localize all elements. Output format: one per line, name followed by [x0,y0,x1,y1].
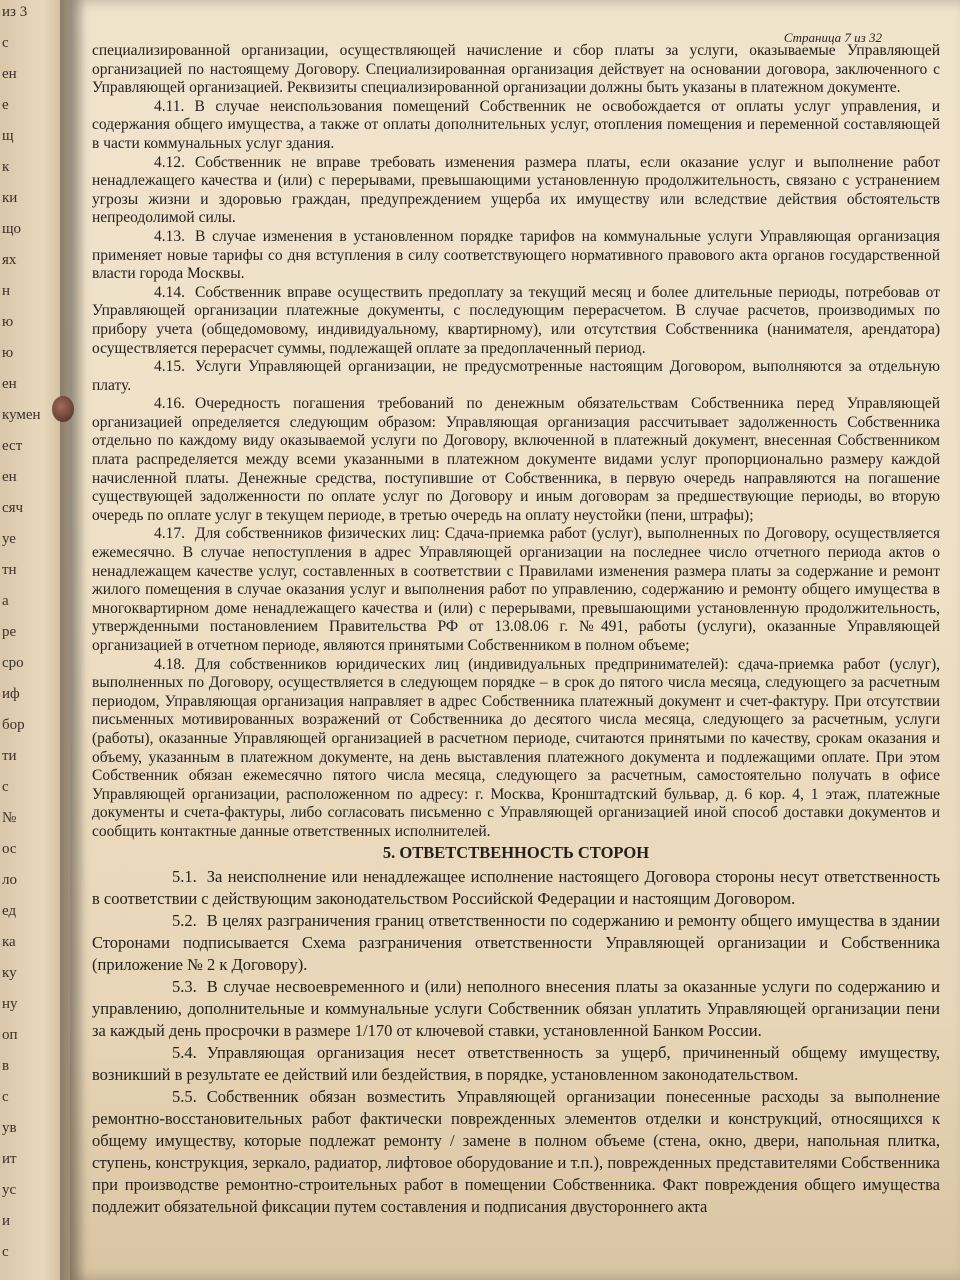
paragraph-text: Очередность погашения требований по денежным обязательствам Собственника перед Управляющей организацией определяется следующим образом: Управляющая организация рассчитывает задолженность Собственника отдельно по каждому виду оказываемой услуги по Договору, включенной в платежный документ, внесенная Собственником плата распределяется между всеми указанными в платежном документе видами услуг пропорционально размеру каждой начисленной платы. Денежные средства, поступившие от Собственника, в первую очередь направляются на погашение существующей задолженности по оплате услуг по Договору и иным договорам за предшествующие периоды, во вторую очередь по оплате услуг в текущем периоде, в третью очередь на оплату неустойки (пени, штрафы); [92,395,940,524]
paragraph [92,154,940,228]
paragraph-number: 5.4. [172,1043,197,1063]
left-page-text-fragment: ну [2,996,18,1012]
paragraph [92,525,940,655]
left-page-text-fragment: и [2,1213,11,1229]
paragraph-number: 4.14. [154,283,185,301]
left-page-text-fragment: из 3 [2,4,28,20]
paragraph-text: специализированной организации, осуществляющей начисление и сбор платы за услуги, оказываемые Управляющей организацией по настоящему Договору. Специализированная организация действует на основании договора, заключенного с Управляющей организацией. Реквизиты специализированной организации должны быть указаны в платежном документе. [92,42,940,97]
paragraph [92,910,940,976]
left-page-text-fragment: ус [2,1182,17,1198]
paragraph-text: Собственник не вправе требовать изменения размера платы, если оказание услуг и выполнение работ ненадлежащего качества и (или) с перерывами, превышающими установленную продолжительность, связано с устранением угрозы жизни и здоровью граждан, предупреждением ущерба их имуществу или вследствие действия обстоятельств непреодолимой силы. [92,153,940,227]
section-title: 5. ОТВЕТСТВЕННОСТЬ СТОРОН [382,842,650,862]
left-page-text-fragment: № [2,810,17,826]
paragraph-text: В случае неиспользования помещений Собственник не освобождается от оплаты услуг управления, и содержания общего имущества, а также от оплаты дополнительных услуг, отопления помещения и переменной составляющей в части коммунальных услуг здания. [92,97,940,152]
paragraph-number: 4.15. [154,358,185,376]
paragraph-text: Управляющая организация несет ответственность за ущерб, причиненный общему имуществу, возникший в результате ее действий или бездействия, в порядке, установленном законодательством. [92,1043,940,1085]
paragraph-text: Для собственников физических лиц: Сдача-приемка работ (услуг), выполненных по Договору, осуществляется ежемесячно. В случае непоступления в адрес Управляющей организации на последнее число отчетного периода актов о ненадлежащем качестве услуг, составленных в соответствии с Правилами изменения размера платы за содержание и ремонт жилого помещения в случае оказания услуг и выполнения работ по управлению, содержанию и ремонту общего имущества в многоквартирном доме ненадлежащего качества и (или) с перерывами, превышающими установленную продолжительность, утвержденными постановлением Правительства РФ от 13.08.06 г. №491, работы (услуги), оказанные Управляющей организацией в отчетном периоде, являются принятыми Собственником в полном объеме; [92,525,940,654]
paragraph-number: 4.12. [154,153,185,171]
left-page-text-fragment: ти [2,748,17,764]
paragraph-number: 4.18. [154,655,185,673]
left-page-text-fragment: с [2,1244,9,1260]
left-page-text-fragment: е [2,97,9,113]
left-page-text-fragment: с [2,35,9,51]
paragraph-text: Собственник обязан возместить Управляющей организации понесенные расходы за выполнение ремонтно-восстановительных работ фактически поврежденных элементов отделки и конструкций, относящихся к общему имуществу, которые подлежат ремонту / замене в полном объеме (стена, окно, двери, напольная плитка, ступень, конструкция, зеркало, радиатор, лифтовое оборудование и т.п.), поврежденных представителями Собственника при производстве ремонтно-строительных работ в помещении Собственника. Факт повреждения общего имущества подлежит обязательной фиксации путем составления и подписания двустороннего акта [92,1087,940,1217]
left-page-text-fragment: тн [2,562,17,578]
paragraph [92,976,940,1042]
paragraph [92,1086,940,1218]
left-page-edge [0,0,70,1280]
left-page-text-fragment: оп [2,1027,18,1043]
left-page-text-fragment: с [2,1089,9,1105]
left-page-text-fragment: ло [2,872,17,888]
paragraph [92,284,940,358]
left-page-text-fragment: ре [2,624,17,640]
document-body [92,42,940,1218]
paragraph-number: 4.13. [154,227,185,245]
section-5-paragraphs [92,866,940,1218]
paragraph-number: 5.2. [172,911,197,931]
paragraph [92,395,940,525]
paragraph [92,866,940,910]
paragraph [92,358,940,395]
left-page-text-fragment: ос [2,841,17,857]
paragraph-number: 4.11. [154,97,185,115]
binding-hole [52,396,74,422]
left-page-text-fragment: щ [2,128,14,144]
left-page-text-fragment: ув [2,1120,17,1136]
left-page-text-fragment: ит [2,1151,17,1167]
paragraph [92,98,940,154]
left-page-text-fragment: с [2,779,9,795]
paragraph-text: За неисполнение или ненадлежащее исполнение настоящего Договора стороны несут ответственность в соответствии с действующим законодательством Российской Федерации и настоящим Договором. [92,867,940,909]
paragraph [92,228,940,284]
left-page-text-fragment: сро [2,655,24,671]
left-page-text-fragment: к [2,159,10,175]
paragraph [92,1042,940,1086]
left-page-text-fragment: ю [2,314,14,330]
left-page-text-fragment: н [2,283,11,299]
left-page-text-fragment: ен [2,469,17,485]
left-page-text-fragment: в [2,1058,10,1074]
document-page [70,0,960,1280]
paragraph-number: 4.16. [154,395,185,413]
paragraph-text: В случае изменения в установленном порядке тарифов на коммунальные услуги Управляющая организация применяет новые тарифы со дня вступления в силу соответствующего нормативного правового акта органов государственной власти города Москвы. [92,227,940,283]
paragraph-text: Услуги Управляющей организации, не предусмотренные настоящим Договором, выполняются за отдельную плату. [92,358,940,394]
paragraph [92,42,940,98]
left-page-text-fragment: иф [2,686,20,702]
paragraph-text: В целях разграничения границ ответственности по содержанию и ремонту общего имущества в здании Сторонами подписывается Схема разграничения ответственности Управляющей организации и Собственника (приложение № 2 к Договору). [92,911,940,975]
paragraph-text: Для собственников юридических лиц (индивидуальных предпринимателей): сдача-приемка работ (услуг), выполненных по Договору, осуществляется в следующем порядке – в срок до пятого числа месяца, следующего за расчетным периодом, Управляющая организация направляет в адрес Собственника платежный документ и счет-фактуру. При отсутствии письменных мотивированных возражений от Собственника до десятого числа месяца, следующего за расчетным, услуги (работы), оказанные Управляющей организацией в расчетном периоде, считаются принятыми по качеству, срокам оказания и объему, указанным в платежном документе, на день выставления платежного документа и подлежащими оплате. При этом Собственник обязан ежемесячно пятого числа месяца, следующего за расчетным, самостоятельно получать в офисе Управляющей организации, расположенном по адресу: г. Москва, Кронштадтский бульвар, д. 6 кор. 4, 1 этаж, платежные документы и счета-фактуры, либо согласовать письменно с Управляющей организацией иной способ доставки документов и сообщить контактные данные ответственных исполнителей. [92,655,940,840]
paragraph-number: 5.1. [172,867,197,887]
paragraph-number: 5.3. [172,977,197,997]
left-page-text-fragment: сяч [2,500,24,516]
left-page-text-fragment: ки [2,190,18,206]
left-page-text-fragment: бор [2,717,25,733]
left-page-text-fragment: ях [2,252,17,268]
left-page-text-fragment: що [2,221,22,237]
left-page-text-fragment: ю [2,345,14,361]
paragraph-list [92,42,940,842]
left-page-text-fragment: ед [2,903,17,919]
paragraph-number: 4.17. [154,525,185,543]
left-page-text-fragment: ен [2,376,17,392]
left-page-text-fragment: кумен [2,407,41,423]
paragraph [92,656,940,842]
left-page-text-fragment: а [2,593,9,609]
paragraph-text: В случае несвоевременного и (или) неполного внесения платы за оказанные услуги по содержанию и управлению, дополнительные и коммунальные услуги Собственник обязан уплатить Управляющей организации пени за каждый день просрочки в размере 1/170 от ключевой ставки, установленной Банком России. [92,977,940,1041]
left-page-text-fragment: ку [2,965,17,981]
left-page-text-fragment: ен [2,66,17,82]
left-page-text-fragment: ест [2,438,23,454]
paragraph-text: Собственник вправе осуществить предоплату за текущий месяц и более длительные периоды, потребовав от Управляющей организации платежные документы, с последующим перерасчетом. В случае расчетов, производимых по прибору учета (общедомовому, индивидуальному, квартирному), или отсутствия Собственника (нанимателя, арендатора) осуществляется перерасчет суммы, подлежащей оплате за предоплаченный период. [92,283,940,357]
paragraph-number: 5.5. [172,1087,197,1107]
left-page-text-fragment: ка [2,934,16,950]
left-page-text-fragment: уе [2,531,16,547]
page-number-header: Страница 7 из 32 [783,30,882,45]
